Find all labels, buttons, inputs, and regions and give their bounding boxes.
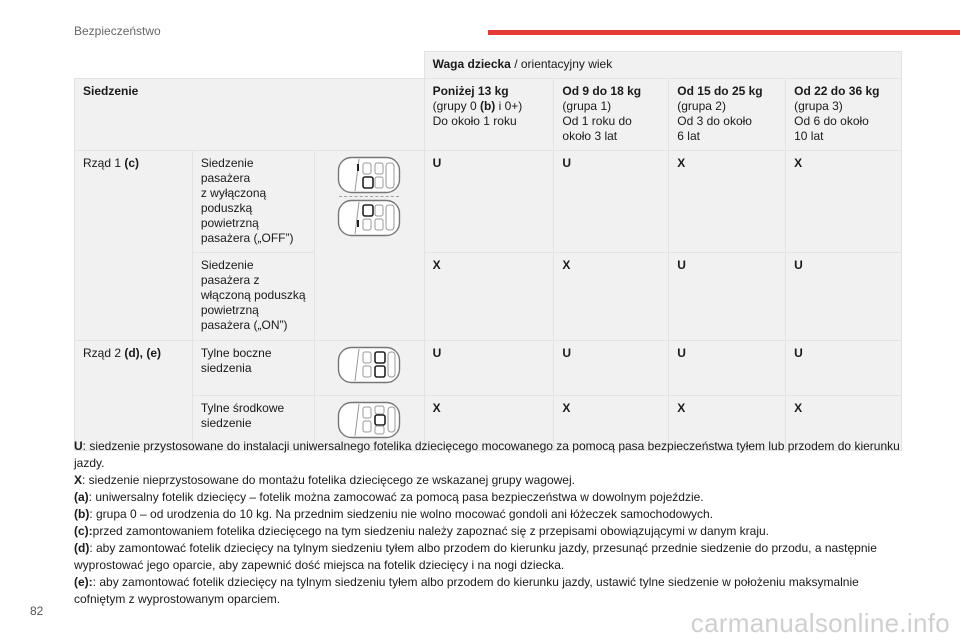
legend-notes (74, 438, 904, 608)
note-e: (e):: aby zamontować fotelik dziecięcy na tylnym siedzeniu tyłem albo przodem do kierunku jazdy, ustawić tylne siedzenie w położeniu maksymalnie cofniętym z wyprostowanym oparciem. (74, 575, 859, 606)
car-top-view-icon (337, 346, 401, 384)
row1b-seat: Siedzenie pasażera z włączoną poduszką powietrzną pasażera („ON”) (192, 253, 314, 341)
table-cell: U (669, 341, 786, 396)
table-cell: U (554, 151, 669, 253)
table-cell: U (424, 151, 554, 253)
table-cell: X (554, 396, 669, 451)
row2-label: Rząd 2 (d), (e) (75, 341, 193, 451)
note-c: (c):przed zamontowaniem fotelika dziecięcego na tym siedzeniu należy zapoznać się z przepisami obowiązującymi w danym kraju. (74, 524, 769, 538)
row1a-seat: Siedzenie pasażera z wyłączoną poduszką powietrzną pasażera („OFF”) (192, 151, 314, 253)
row1-label: Rząd 1 (c) (75, 151, 193, 341)
col-header-0: Poniżej 13 kg (grupy 0 (b) i 0+) Do około 1 roku (424, 79, 554, 151)
table-row (75, 151, 902, 253)
car-top-view-icon (337, 156, 401, 194)
row2b-seat: Tylne środkowe siedzenie (192, 396, 314, 451)
header-accent-bar (488, 30, 960, 35)
note-b: (b): grupa 0 – od urodzenia do 10 kg. Na przednim siedzeniu nie wolno mocować gondoli ani łóżeczek samochodowych. (74, 507, 714, 521)
col-header-2: Od 15 do 25 kg (grupa 2) Od 3 do około 6 lat (669, 79, 786, 151)
car-top-view-icon (337, 199, 401, 237)
note-a: (a): uniwersalny fotelik dziecięcy – fotelik można zamocować za pomocą pasa bezpieczeństwa w dowolnym pojeździe. (74, 490, 704, 504)
table-cell: X (786, 151, 902, 253)
col-header-3: Od 22 do 36 kg (grupa 3) Od 6 do około 10 lat (786, 79, 902, 151)
table-cell: X (554, 253, 669, 341)
table-cell: U (786, 253, 902, 341)
table-header-row-1 (75, 52, 902, 79)
car-rear-side-seats-icon (314, 341, 424, 396)
weight-group-header: Waga dziecka / orientacyjny wiek (424, 52, 901, 79)
table-row (75, 253, 902, 341)
table-cell: X (424, 253, 554, 341)
col-header-1: Od 9 do 18 kg (grupa 1) Od 1 roku do około 3 lat (554, 79, 669, 151)
note-d: (d): aby zamontować fotelik dziecięcy na tylnym siedzeniu tyłem albo przodem do kierunku jazdy, przesunąć przednie siedzenie do przodu, a następnie wyprostować jego oparcie, aby zapewnić dość miejsca na fotelik dziecięcy i na nogi dziecka. (74, 541, 877, 572)
table-cell: X (786, 396, 902, 451)
table-cell: X (424, 396, 554, 451)
table-cell: X (669, 396, 786, 451)
table-cell: U (554, 341, 669, 396)
note-x: X: siedzenie nieprzystosowane do montażu fotelika dziecięcego ze wskazanej grupy wagowej. (74, 473, 575, 487)
row2a-seat: Tylne boczne siedzenia (192, 341, 314, 396)
seat-header: Siedzenie (75, 79, 425, 151)
note-u: U: siedzenie przystosowane do instalacji uniwersalnego fotelika dziecięcego mocowanego za pomocą pasa bezpieczeństwa tyłem lub przodem do kierunku jazdy. (74, 439, 900, 470)
table-header-row-2 (75, 79, 902, 151)
page-number: 82 (30, 604, 44, 618)
table-cell: U (786, 341, 902, 396)
child-seat-table (74, 51, 902, 451)
divider (339, 196, 399, 197)
car-front-seat-icon (314, 151, 424, 341)
table-row (75, 341, 902, 396)
table-cell: U (669, 253, 786, 341)
car-top-view-icon (337, 401, 401, 439)
section-title: Bezpieczeństwo (74, 24, 161, 38)
table-cell: X (669, 151, 786, 253)
watermark: carmanualsonline.info (690, 608, 950, 638)
table-cell: U (424, 341, 554, 396)
